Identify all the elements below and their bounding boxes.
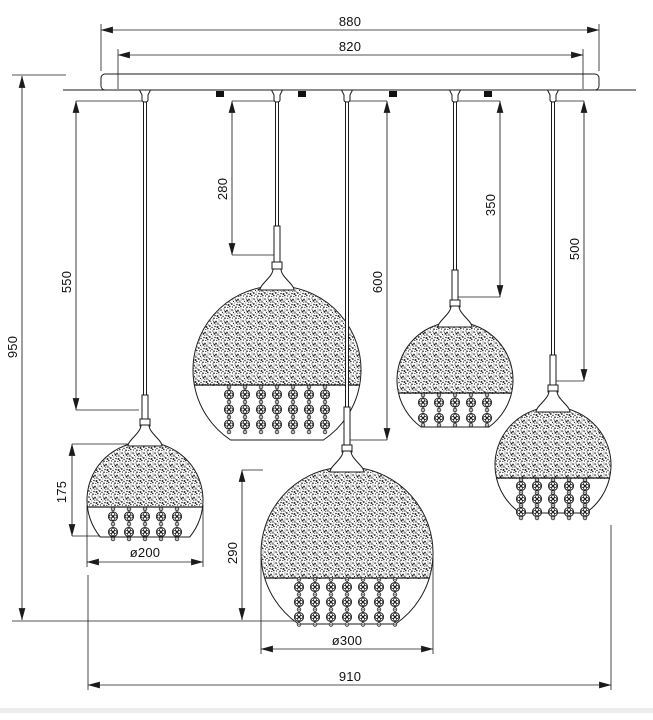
- cone-holder: [536, 391, 570, 412]
- cone-holder: [128, 425, 162, 446]
- dimension-label-820: 820: [338, 39, 362, 54]
- dimension-label-350: 350: [483, 193, 498, 217]
- cord: [454, 100, 457, 270]
- canopy-bar-body: [101, 74, 599, 90]
- stem: [452, 270, 458, 302]
- dimension-cord-lamp-upper-center: [215, 101, 275, 255]
- cord: [346, 100, 349, 407]
- crackle-texture: [260, 466, 434, 579]
- dimension-label-910: 910: [338, 669, 362, 684]
- cord-grip: [548, 90, 559, 102]
- cord-grip: [140, 90, 151, 102]
- cone-holder: [438, 306, 472, 327]
- stem: [142, 395, 148, 421]
- dimension-label-950: 950: [5, 335, 20, 359]
- dimension-label-diam-300: ø300: [331, 633, 363, 648]
- dimension-cord-lamp-left: [59, 101, 143, 410]
- dimension-cord-lamp-right-lower: [553, 101, 584, 381]
- crackle-texture: [494, 406, 612, 479]
- crackle-texture: [193, 285, 361, 386]
- cord: [276, 100, 279, 226]
- cone-holder: [260, 269, 294, 290]
- cord-grip: [342, 90, 353, 102]
- dimension-shade-large-height: [225, 470, 263, 620]
- dimension-label-280: 280: [215, 177, 230, 201]
- dimension-label-550: 550: [59, 270, 74, 294]
- pendant-lamp-left: [86, 90, 204, 541]
- dimension-cord-lamp-right-upper: [455, 101, 500, 297]
- socket: [272, 262, 282, 269]
- cord: [144, 100, 147, 395]
- pendant-lamp-upper-center: [193, 90, 361, 440]
- crackle-texture: [86, 441, 204, 507]
- dimension-label-290: 290: [225, 541, 240, 565]
- cord-grip: [450, 90, 461, 102]
- dimension-label-500: 500: [567, 237, 582, 261]
- stem: [344, 407, 350, 447]
- dimension-label-880: 880: [338, 14, 362, 29]
- stem: [550, 355, 556, 387]
- pendant-lamp-right-upper: [396, 90, 514, 427]
- cord: [552, 100, 555, 355]
- image-bottom-edge: [0, 708, 653, 713]
- dimension-label-diam-200: ø200: [129, 545, 161, 560]
- dimension-label-175: 175: [54, 480, 69, 504]
- pendant-lamp-right-lower: [494, 90, 612, 520]
- cone-holder: [330, 451, 364, 472]
- cord-grip: [272, 90, 283, 102]
- stem: [274, 226, 280, 264]
- crackle-texture: [396, 321, 514, 394]
- dimension-label-600: 600: [370, 270, 385, 294]
